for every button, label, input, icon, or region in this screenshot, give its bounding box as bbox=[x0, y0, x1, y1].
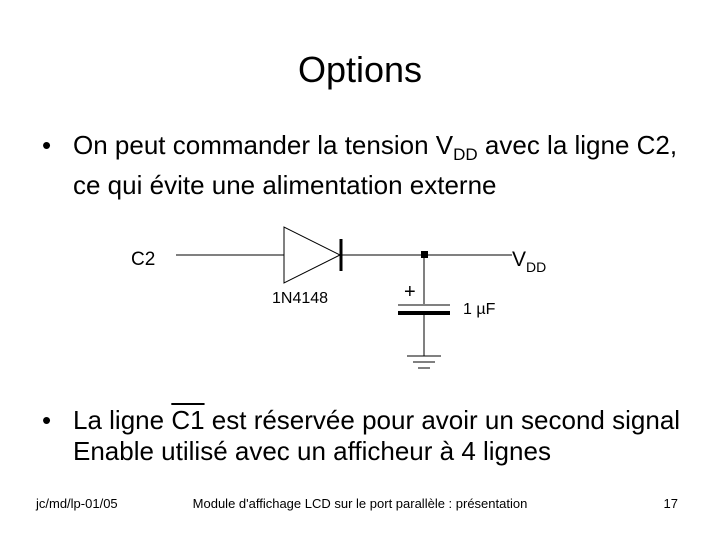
bullet-marker: • bbox=[42, 405, 52, 435]
bullet-1-text-end: avec la ligne C2, ce qui évite une alimentation externe bbox=[73, 130, 678, 200]
diode-label: 1N4148 bbox=[272, 290, 329, 307]
capacitor-value-label: 1 µF bbox=[463, 301, 496, 318]
slide-title: Options bbox=[297, 49, 423, 90]
footer-page-number: 17 bbox=[663, 496, 678, 511]
bullet-2-text-start: La ligne bbox=[73, 405, 172, 435]
bullet-1-text-start: On peut commander la tension V bbox=[73, 130, 454, 160]
bullet-1-subscript: DD bbox=[453, 145, 478, 164]
input-label-c2: C2 bbox=[131, 249, 156, 270]
diode-symbol bbox=[284, 227, 340, 283]
footer-reference: jc/md/lp-01/05 bbox=[36, 496, 118, 511]
bullet-text-2 bbox=[73, 405, 693, 467]
bullet-2-text-end: est réservée pour avoir un second signal Enable utilisé avec un afficheur à 4 lignes bbox=[73, 405, 681, 466]
footer-title: Module d'affichage LCD sur le port parallèle : présentation bbox=[192, 496, 528, 511]
capacitor-polarity-plus: + bbox=[404, 281, 416, 303]
bullet-marker: • bbox=[42, 130, 52, 160]
output-label-vdd: $V_{DD}$ bbox=[512, 248, 547, 275]
bullet-2-overlined-signal: C1 bbox=[171, 405, 205, 435]
